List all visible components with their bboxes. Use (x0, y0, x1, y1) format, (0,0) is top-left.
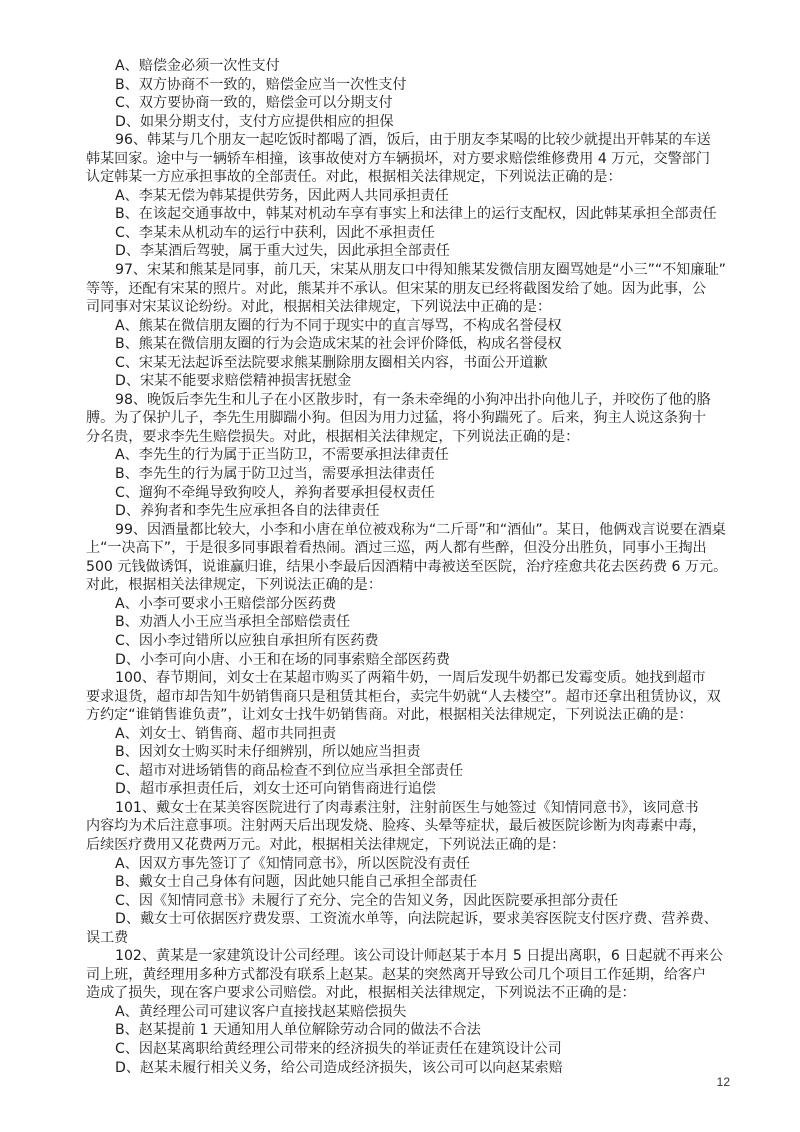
answer-option: A、小李可要求小王赔偿部分医药费 (115, 595, 337, 612)
answer-option: C、遛狗不牵绳导致狗咬人，养狗者要承担侵权责任 (115, 484, 435, 501)
answer-option: B、赵某提前 1 天通知用人单位解除劳动合同的做法不合法 (115, 1022, 481, 1039)
answer-option: A、黄经理公司可建议客户直接找赵某赔偿损失 (115, 1003, 407, 1020)
question-stem-line: 96、韩某与几个朋友一起吃饭时都喝了酒，饭后，由于朋友李某喝的比较少就提出开韩某的车送 (115, 132, 711, 149)
answer-option: D、小李可向小唐、小王和在场的同事索赔全部医药费 (115, 651, 451, 668)
answer-option: D、赵某未履行相关义务，给公司造成经济损失，该公司可以向赵某索赔 (115, 1059, 563, 1076)
question-stem-line: 98、晚饭后李先生和儿子在小区散步时，有一条未牵绳的小狗冲出扑向他儿子，并咬伤了他的胳 (115, 391, 711, 408)
question-stem-continuation: 后续医疗费用又花费两万元。对此，根据相关法律规定，下列说法正确的是： (86, 836, 566, 853)
question-stem-line: 97、宋某和熊某是同事，前几天，宋某从朋友口中得知熊某发微信朋友圈骂她是“小三”“不知廉耻” (115, 262, 726, 279)
answer-option: C、双方要协商一致的，赔偿金可以分期支付 (115, 95, 393, 112)
answer-option: B、双方协商不一致的，赔偿金应当一次性支付 (115, 76, 407, 93)
question-stem-line: 100、春节期间，刘女士在某超市购买了两箱牛奶，一周后发现牛奶都已发霉变质。她找到超市 (115, 670, 706, 687)
question-stem-continuation: 膊。为了保护儿子，李先生用脚踹小狗。但因为用力过猛，将小狗踹死了。后来，狗主人说这条狗十 (86, 410, 707, 427)
question-stem-line: 102、黄某是一家建筑设计公司经理。该公司设计师赵某于本月 5 日提出离职，6 日起就不再来公 (115, 948, 723, 965)
question-stem-continuation: 要求退货，超市却告知牛奶销售商只是租赁其柜台，卖完牛奶就“人去楼空”。超市还拿出租赁协议，双 (86, 688, 721, 705)
question-stem-continuation: 等等，还配有宋某的照片。对此，熊某并不承认。但宋某的朋友已经将截图发给了她。因为此事，公 (86, 280, 707, 297)
answer-option: B、在该起交通事故中，韩某对机动车享有事实上和法律上的运行支配权，因此韩某承担全部责任 (115, 206, 717, 223)
answer-option: C、因小李过错所以应独自承担所有医药费 (115, 632, 379, 649)
answer-option: C、李某未从机动车的运行中获利，因此不承担责任 (115, 224, 435, 241)
answer-option: A、因双方事先签订了《知情同意书》，所以医院没有责任 (115, 855, 470, 872)
question-stem-continuation: 对此，根据相关法律规定，下列说法正确的是： (86, 577, 382, 594)
answer-option: C、宋某无法起诉至法院要求熊某删除朋友圈相关内容，书面公开道歉 (115, 354, 548, 371)
question-stem-continuation: 分名贵，要求李先生赔偿损失。对此，根据相关法律规定，下列说法正确的是： (86, 428, 580, 445)
answer-option: B、劝酒人小王应当承担全部赔偿责任 (115, 614, 351, 631)
question-stem-continuation: 500 元钱做诱饵，说谁赢归谁，结果小李最后因酒精中毒被送至医院，治疗痊愈共花去医药费 6 万元。 (86, 558, 728, 575)
answer-option: D、戴女士可依据医疗费发票、工资流水单等，向法院起诉，要求美容医院支付医疗费、营养费、 (115, 911, 718, 928)
answer-option: C、超市对进场销售的商品检查不到位应当承担全部责任 (115, 762, 464, 779)
answer-option: D、宋某不能要求赔偿精神损害抚慰金 (115, 373, 352, 390)
answer-option: A、李某无偿为韩某提供劳务，因此两人共同承担责任 (115, 187, 449, 204)
answer-option: D、李某酒后驾驶，属于重大过失，因此承担全部责任 (115, 243, 451, 260)
answer-option: A、刘女士、销售商、超市共同担责 (115, 725, 337, 742)
question-stem-continuation: 司同事对宋某议论纷纷。对此，根据相关法律规定，下列说法中正确的是： (86, 299, 552, 316)
question-stem-continuation: 韩某回家。途中与一辆轿车相撞，该事故使对方车辆损坏，对方要求赔偿维修费用 4 万元，交警部门 (86, 150, 710, 167)
question-stem-continuation: 上“一决高下”，于是很多同事跟着看热闹。酒过三巡，两人都有些醉，但没分出胜负，同事小王掏出 (86, 540, 707, 557)
answer-option: B、李先生的行为属于防卫过当，需要承担法律责任 (115, 466, 435, 483)
answer-option: C、因《知情同意书》未履行了充分、完全的告知义务，因此医院要承担部分责任 (115, 892, 619, 909)
page-number: 12 (716, 1075, 730, 1089)
answer-option: B、因刘女士购买时未仔细辨别，所以她应当担责 (115, 744, 421, 761)
answer-option: B、熊某在微信朋友圈的行为会造成宋某的社会评价降低，构成名誉侵权 (115, 336, 562, 353)
answer-option: C、因赵某离职给黄经理公司带来的经济损失的举证责任在建筑设计公司 (115, 1040, 562, 1057)
question-stem-continuation: 司上班，黄经理用多种方式都没有联系上赵某。赵某的突然离开导致公司几个项目工作延期，给客户 (86, 966, 707, 983)
question-stem-continuation: 造成了损失，现在客户要求公司赔偿。对此，根据相关法律规定，下列说法不正确的是： (86, 985, 636, 1002)
question-text-body (86, 57, 728, 1077)
answer-option-continuation: 误工费 (86, 929, 129, 946)
question-stem-continuation: 内容均为术后注意事项。注射两天后出现发烧、脸疼、头晕等症状，最后被医院诊断为肉毒素中毒， (86, 818, 707, 835)
answer-option: D、养狗者和李先生应承担各自的法律责任 (115, 503, 380, 520)
answer-option: D、超市承担责任后，刘女士还可向销售商进行追偿 (115, 781, 436, 798)
answer-option: A、熊某在微信朋友圈的行为不同于现实中的直言辱骂，不构成名誉侵权 (115, 317, 562, 334)
question-stem-line: 101、戴女士在某美容医院进行了肉毒素注射，注射前医生与她签过《知情同意书》，该同意书 (115, 799, 699, 816)
question-stem-continuation: 认定韩某一方应承担事故的全部责任。对此，根据相关法律规定，下列说法正确的是： (86, 169, 622, 186)
question-stem-continuation: 方约定“谁销售谁负责”，让刘女士找牛奶销售商。对此，根据相关法律规定，下列说法正确的是： (86, 707, 693, 724)
answer-option: A、李先生的行为属于正当防卫，不需要承担法律责任 (115, 447, 449, 464)
answer-option: A、赔偿金必须一次性支付 (115, 58, 280, 74)
answer-option: B、戴女士自己身体有问题，因此她只能自己承担全部责任 (115, 874, 478, 891)
answer-option: D、如果分期支付，支付方应提供相应的担保 (115, 113, 394, 130)
question-stem-line: 99、因酒量都比较大，小李和小唐在单位被戏称为“二斤哥”和“酒仙”。某日，他俩戏言说要在酒桌 (115, 521, 726, 538)
